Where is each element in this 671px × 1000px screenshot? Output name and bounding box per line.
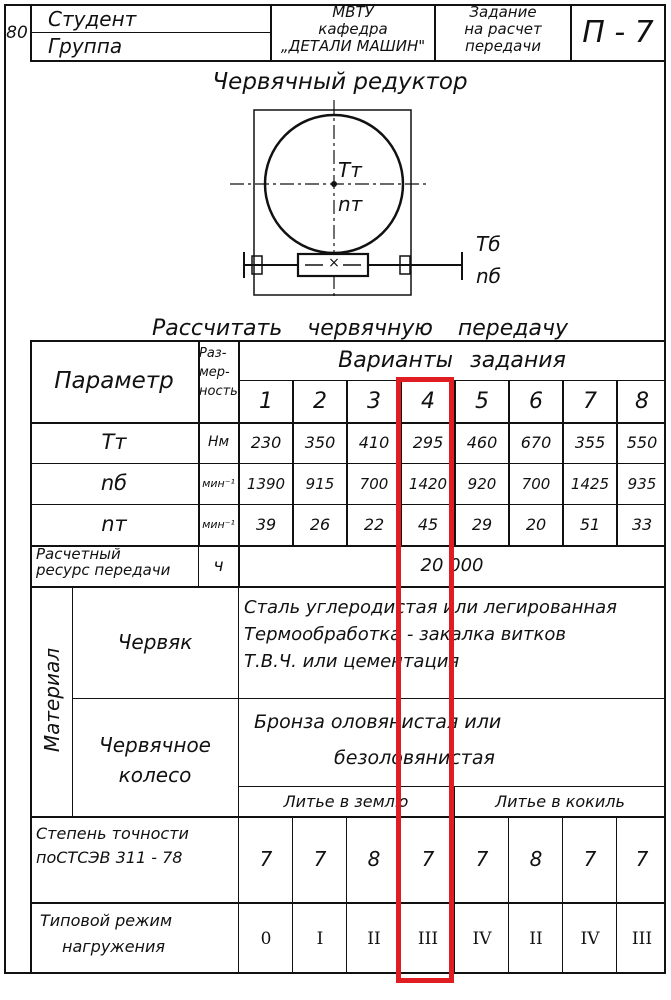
group-label: Группа xyxy=(48,34,123,58)
assignment-subtitle: на расчет xyxy=(464,20,542,38)
table-cell: 670 xyxy=(520,433,552,453)
input-speed-label: nб xyxy=(476,264,502,288)
units-header-line1: Раз- xyxy=(199,346,227,361)
units-header-line2: мер- xyxy=(199,365,230,380)
accuracy-cell: 7 xyxy=(259,847,273,871)
casting-sand: Литье в землю xyxy=(283,791,409,811)
row-unit-output-speed: мин⁻¹ xyxy=(202,517,235,531)
wheel-material-line2: безоловянистая xyxy=(334,747,495,769)
wheel-label-line1: Червячное xyxy=(99,733,211,757)
worm-material-line3: Т.В.Ч. или цементация xyxy=(244,651,460,672)
diagram-title: Червячный редуктор xyxy=(212,69,468,96)
param-header: Параметр xyxy=(54,368,174,395)
load-label xyxy=(40,908,232,960)
table-cell: 550 xyxy=(626,433,658,453)
variants-header: Варианты задания xyxy=(338,347,566,373)
row-param-torque: Tт xyxy=(101,430,127,455)
table-cell: 355 xyxy=(574,433,606,453)
wheel-material xyxy=(244,704,664,776)
institution-block xyxy=(272,4,434,60)
casting-chill: Литье в кокиль xyxy=(495,791,625,811)
accuracy-cell: 7 xyxy=(635,847,649,871)
table-cell: 460 xyxy=(466,433,498,453)
variant-header: 8 xyxy=(635,388,649,414)
table-cell: 295 xyxy=(412,433,444,453)
resource-value: 20 000 xyxy=(420,555,484,577)
worm-label: Червяк xyxy=(117,630,193,654)
row-param-output-speed: nт xyxy=(101,512,127,537)
load-cell: I xyxy=(316,928,324,949)
variant-header: 6 xyxy=(529,388,543,414)
load-cell: III xyxy=(417,928,439,949)
department-name: „ДЕТАЛИ МАШИН" xyxy=(280,37,426,55)
variant-header: 7 xyxy=(583,388,597,414)
table-cell: 45 xyxy=(417,515,439,535)
load-label-line1: Типовой режим xyxy=(40,911,173,930)
load-cell: IV xyxy=(472,928,492,949)
load-cell: 0 xyxy=(260,928,272,949)
table-cell: 410 xyxy=(358,433,390,453)
assignment-subject: передачи xyxy=(465,37,541,55)
accuracy-label-line1: Степень точности xyxy=(36,824,189,843)
accuracy-cell: 7 xyxy=(421,847,435,871)
variant-header: 5 xyxy=(475,388,489,414)
table-cell: 230 xyxy=(250,433,282,453)
wheel-label xyxy=(80,730,230,790)
table-cell: 51 xyxy=(579,515,601,535)
worm-material-line1: Сталь углеродистая или легированная xyxy=(244,597,617,618)
table-cell: 26 xyxy=(309,515,331,535)
table-cell: 350 xyxy=(304,433,336,453)
output-torque-label: Tт xyxy=(338,158,362,182)
accuracy-cell: 8 xyxy=(367,847,381,871)
row-unit-torque: Hм xyxy=(207,434,230,451)
table-cell: 935 xyxy=(627,474,657,493)
wheel-material-line1: Бронза оловянистая или xyxy=(254,711,502,733)
accuracy-label-line2: поСТСЭВ 311 - 78 xyxy=(36,848,183,867)
resource-label-line1: Расчетный xyxy=(36,545,121,563)
variant-header: 3 xyxy=(367,388,381,414)
resource-label xyxy=(36,546,198,578)
table-cell: 915 xyxy=(305,474,335,493)
page-number: 80 xyxy=(6,22,28,43)
load-cell: III xyxy=(631,928,653,949)
table-cell: 700 xyxy=(359,474,389,493)
load-cell: II xyxy=(367,928,381,949)
table-cell: 33 xyxy=(631,515,653,535)
accuracy-cell: 7 xyxy=(583,847,597,871)
accuracy-cell: 7 xyxy=(475,847,489,871)
wheel-label-line2: колесо xyxy=(118,763,192,787)
units-header-line3: ность xyxy=(199,384,238,399)
resource-unit: ч xyxy=(213,555,224,576)
output-speed-label: nт xyxy=(338,192,363,216)
variant-header: 4 xyxy=(421,388,435,414)
worm-material xyxy=(244,594,664,675)
load-label-line2: нагружения xyxy=(62,937,166,956)
load-cell: II xyxy=(529,928,543,949)
variant-header: 1 xyxy=(259,388,273,414)
task-statement: Рассчитать червячную передачу xyxy=(151,315,569,341)
student-label: Студент xyxy=(48,7,137,31)
sheet-code: П - 7 xyxy=(582,14,654,50)
table-cell: 29 xyxy=(471,515,493,535)
worm-material-line2: Термообработка - закалка витков xyxy=(244,624,567,645)
resource-label-line2: ресурс передачи xyxy=(36,561,171,579)
variant-header: 2 xyxy=(313,388,327,414)
department-label: кафедра xyxy=(318,20,388,38)
table-cell: 1425 xyxy=(570,474,610,493)
accuracy-label xyxy=(36,822,232,870)
table-cell: 700 xyxy=(521,474,551,493)
input-torque-label: Tб xyxy=(476,232,501,256)
assignment-block xyxy=(436,4,570,60)
accuracy-cell: 8 xyxy=(529,847,543,871)
shaft-mark: × xyxy=(328,255,340,271)
units-header xyxy=(199,344,238,401)
material-label: Материал xyxy=(40,647,64,753)
row-unit-input-speed: мин⁻¹ xyxy=(202,476,235,490)
accuracy-cell: 7 xyxy=(313,847,327,871)
table-cell: 20 xyxy=(525,515,547,535)
table-cell: 920 xyxy=(467,474,497,493)
table-cell: 39 xyxy=(255,515,277,535)
table-cell: 1390 xyxy=(246,474,286,493)
table-cell: 22 xyxy=(363,515,385,535)
table-cell: 1420 xyxy=(408,474,448,493)
institution-name: МВТУ xyxy=(332,3,374,21)
assignment-title: Задание xyxy=(469,3,537,21)
row-param-input-speed: nб xyxy=(100,471,128,496)
load-cell: IV xyxy=(580,928,600,949)
